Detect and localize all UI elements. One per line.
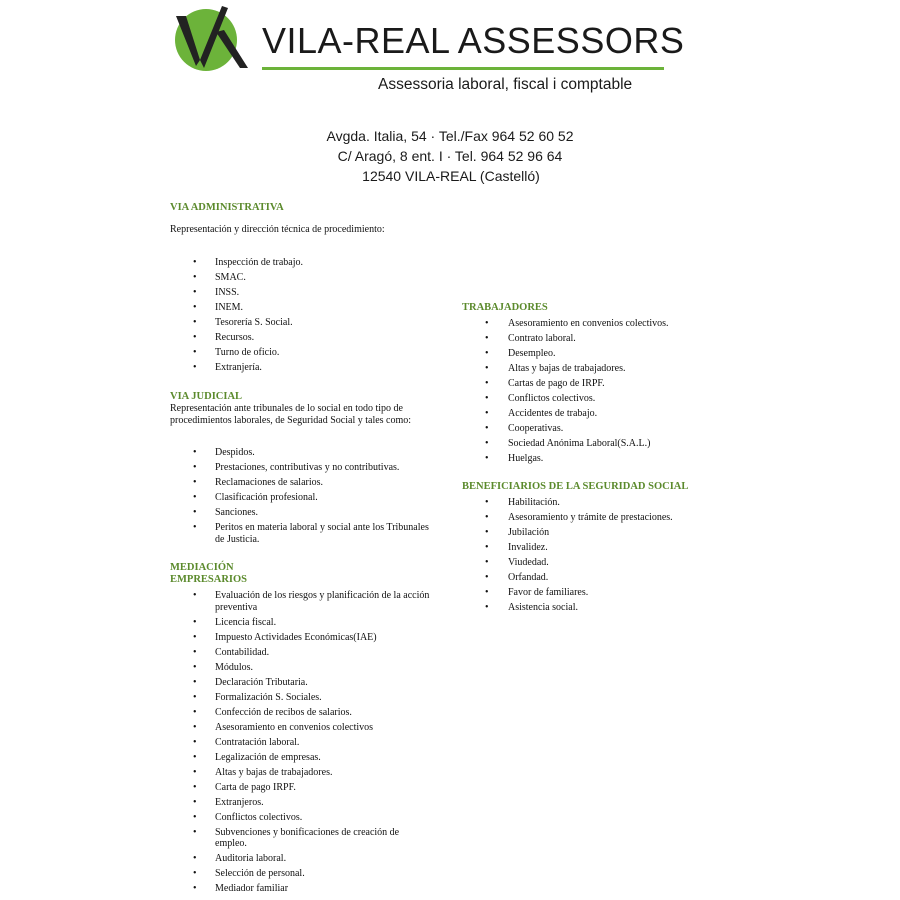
list-item [462, 453, 722, 465]
list-item-text: Accidentes de trabajo. [508, 408, 598, 419]
list-item-text: Altas y bajas de trabajadores. [508, 363, 626, 374]
list-item [462, 572, 722, 584]
bullet-icon: • [485, 453, 489, 464]
list-item [170, 362, 430, 374]
bullet-icon: • [485, 602, 489, 613]
bullet-icon: • [193, 811, 197, 823]
list-item-text: Confección de recibos de salarios. [215, 706, 352, 718]
bullet-icon: • [193, 826, 197, 838]
bullet-icon: • [193, 691, 197, 703]
list-item-text: Selección de personal. [215, 868, 305, 879]
list-item-text: Clasificación profesional. [215, 492, 318, 503]
bullet-icon: • [193, 868, 197, 879]
list-item-text: Invalidez. [508, 542, 548, 553]
bullet-icon: • [193, 631, 197, 643]
item-list [462, 318, 722, 465]
list-item [170, 257, 430, 269]
list-item-text: Orfandad. [508, 572, 549, 583]
list-item [170, 477, 430, 489]
list-item-text: Turno de oficio. [215, 347, 280, 358]
item-list [462, 497, 722, 614]
bullet-icon: • [485, 512, 489, 523]
list-item [170, 632, 430, 644]
section-via-administrativa [170, 202, 430, 377]
bullet-icon: • [485, 408, 489, 419]
list-item [170, 883, 430, 895]
list-item-text: Contratación laboral. [215, 736, 300, 748]
list-item [462, 602, 722, 614]
list-item [462, 542, 722, 554]
bullet-icon: • [485, 363, 489, 374]
list-item [462, 318, 722, 330]
address-line: 12540 VILA-REAL (Castelló) [362, 168, 540, 184]
bullet-icon: • [193, 721, 197, 733]
bullet-icon: • [193, 462, 197, 473]
item-list [170, 447, 430, 545]
bullet-icon: • [193, 477, 197, 488]
list-item [170, 287, 430, 299]
list-item [462, 557, 722, 569]
bullet-icon: • [485, 333, 489, 344]
list-item [462, 423, 722, 435]
list-item-text: Extranjería. [215, 362, 262, 373]
bullet-icon: • [485, 378, 489, 389]
bullet-icon: • [193, 507, 197, 518]
list-item [170, 722, 430, 734]
list-item [170, 462, 430, 474]
section-mediacion [170, 562, 430, 898]
list-item [462, 408, 722, 420]
list-item-text: Inspección de trabajo. [215, 257, 304, 268]
list-item-text: Altas y bajas de trabajadores. [215, 766, 333, 778]
list-item [462, 363, 722, 375]
bullet-icon: • [193, 646, 197, 658]
bullet-icon: • [485, 587, 489, 598]
section-heading: MEDIACIÓN [170, 562, 234, 573]
list-item [170, 662, 430, 674]
section-via-judicial [170, 391, 430, 549]
list-item-text: Viudedad. [508, 557, 549, 568]
list-item-text: Contabilidad. [215, 646, 270, 658]
bullet-icon: • [193, 766, 197, 778]
bullet-icon: • [485, 527, 489, 538]
list-item-text: Jubilación [508, 527, 550, 538]
bullet-icon: • [485, 318, 489, 329]
list-item [462, 348, 722, 360]
list-item [462, 587, 722, 599]
section-intro: Representación y dirección técnica de procedimiento: [170, 224, 385, 235]
bullet-icon: • [193, 590, 197, 601]
address-line: Avgda. Italia, 54 · Tel./Fax 964 52 60 52 [326, 128, 574, 144]
bullet-icon: • [485, 348, 489, 359]
bullet-icon: • [193, 302, 197, 313]
list-item [170, 617, 430, 629]
section-heading: TRABAJADORES [462, 302, 548, 313]
list-item-text: Licencia fiscal. [215, 616, 277, 628]
list-item-text: Conflictos colectivos. [215, 811, 303, 823]
list-item-text: Asesoramiento en convenios colectivos [215, 721, 374, 733]
list-item-text: Cooperativas. [508, 423, 564, 434]
bullet-icon: • [193, 883, 197, 894]
bullet-icon: • [485, 438, 489, 449]
list-item-text: Desempleo. [508, 348, 556, 359]
bullet-icon: • [193, 781, 197, 793]
list-item-text: Contrato laboral. [508, 333, 576, 344]
bullet-icon: • [193, 332, 197, 343]
bullet-icon: • [193, 661, 197, 673]
list-item [170, 827, 430, 850]
list-item-text: Tesorería S. Social. [215, 317, 293, 328]
list-item [170, 692, 430, 704]
bullet-icon: • [193, 676, 197, 688]
list-item [170, 447, 430, 459]
list-item [462, 378, 722, 390]
section-intro: Representación ante tribunales de lo social en todo tipo de procedimientos laborales, de Seguridad Social y tales como: [170, 403, 412, 426]
list-item-text: Despidos. [215, 447, 255, 458]
list-item-text: Cartas de pago de IRPF. [508, 378, 605, 389]
bullet-icon: • [193, 706, 197, 718]
bullet-icon: • [485, 542, 489, 553]
list-item [462, 333, 722, 345]
item-list [170, 257, 430, 374]
list-item [170, 522, 430, 545]
section-heading: BENEFICIARIOS DE LA SEGURIDAD SOCIAL [462, 481, 689, 492]
list-item-text: Asesoramiento y trámite de prestaciones. [508, 512, 673, 523]
list-item [170, 707, 430, 719]
list-item [170, 590, 430, 613]
section-beneficiarios [462, 481, 722, 617]
bullet-icon: • [485, 393, 489, 404]
list-item-text: Sanciones. [215, 507, 259, 518]
bullet-icon: • [485, 572, 489, 583]
list-item-text: Auditoria laboral. [215, 853, 287, 864]
list-item-text: Sociedad Anónima Laboral(S.A.L.) [508, 438, 651, 449]
list-item [170, 853, 430, 865]
section-heading: VIA ADMINISTRATIVA [170, 202, 284, 213]
list-item [170, 812, 430, 824]
list-item [462, 497, 722, 509]
list-item [170, 332, 430, 344]
item-list [170, 590, 430, 895]
logo-mark-icon [170, 2, 260, 78]
list-item [462, 527, 722, 539]
bullet-icon: • [193, 257, 197, 268]
list-item-text: Recursos. [215, 332, 255, 343]
list-item [170, 797, 430, 809]
list-item-text: Reclamaciones de salarios. [215, 477, 324, 488]
list-item-text: Extranjeros. [215, 796, 264, 808]
list-item [462, 438, 722, 450]
list-item-text: Habilitación. [508, 497, 560, 508]
list-item [170, 507, 430, 519]
bullet-icon: • [193, 736, 197, 748]
section-trabajadores [462, 302, 722, 468]
list-item [170, 492, 430, 504]
list-item-text: Prestaciones, contributivas y no contributivas. [215, 462, 400, 473]
list-item [170, 752, 430, 764]
section-heading: VIA JUDICIAL [170, 391, 243, 402]
list-item-text: Declaración Tributaria. [215, 676, 308, 688]
list-item-text: Evaluación de los riesgos y planificación de la acción preventiva [215, 590, 430, 613]
bullet-icon: • [193, 272, 197, 283]
bullet-icon: • [193, 522, 197, 533]
list-item [170, 647, 430, 659]
list-item [170, 272, 430, 284]
list-item [170, 677, 430, 689]
section-subheading: EMPRESARIOS [170, 574, 248, 585]
bullet-icon: • [485, 423, 489, 434]
list-item-text: Conflictos colectivos. [508, 393, 596, 404]
list-item-text: INSS. [215, 287, 240, 298]
list-item-text: Mediador familiar [215, 883, 289, 894]
list-item [462, 512, 722, 524]
list-item [170, 317, 430, 329]
list-item [170, 347, 430, 359]
list-item-text: Impuesto Actividades Económicas(IAE) [215, 631, 377, 643]
list-item [170, 302, 430, 314]
list-item [170, 868, 430, 880]
bullet-icon: • [485, 497, 489, 508]
address-line: C/ Aragó, 8 ent. I · Tel. 964 52 96 64 [337, 148, 563, 164]
list-item-text: Asesoramiento en convenios colectivos. [508, 318, 669, 329]
list-item [170, 767, 430, 779]
bullet-icon: • [485, 557, 489, 568]
brand-name: VILA-REAL ASSESSORS [262, 20, 685, 61]
list-item-text: Legalización de empresas. [215, 751, 321, 763]
bullet-icon: • [193, 616, 197, 628]
list-item [170, 737, 430, 749]
list-item-text: Módulos. [215, 661, 254, 673]
bullet-icon: • [193, 492, 197, 503]
list-item-text: Formalización S. Sociales. [215, 691, 322, 703]
list-item-text: SMAC. [215, 272, 246, 283]
bullet-icon: • [193, 347, 197, 358]
list-item-text: Favor de familiares. [508, 587, 589, 598]
bullet-icon: • [193, 796, 197, 808]
bullet-icon: • [193, 317, 197, 328]
brand-divider [262, 67, 664, 70]
list-item-text: INEM. [215, 302, 244, 313]
bullet-icon: • [193, 853, 197, 864]
list-item-text: Huelgas. [508, 453, 544, 464]
list-item-text: Asistencia social. [508, 602, 578, 613]
tagline: Assessoria laboral, fiscal i comptable [378, 76, 633, 93]
list-item-text: Peritos en materia laboral y social ante los Tribunales de Justicia. [215, 522, 429, 545]
list-item-text: Subvenciones y bonificaciones de creación de empleo. [215, 826, 400, 849]
list-item [462, 393, 722, 405]
bullet-icon: • [193, 751, 197, 763]
bullet-icon: • [193, 287, 197, 298]
bullet-icon: • [193, 447, 197, 458]
list-item [170, 782, 430, 794]
list-item-text: Carta de pago IRPF. [215, 781, 296, 793]
bullet-icon: • [193, 362, 197, 373]
address-block [0, 126, 900, 186]
